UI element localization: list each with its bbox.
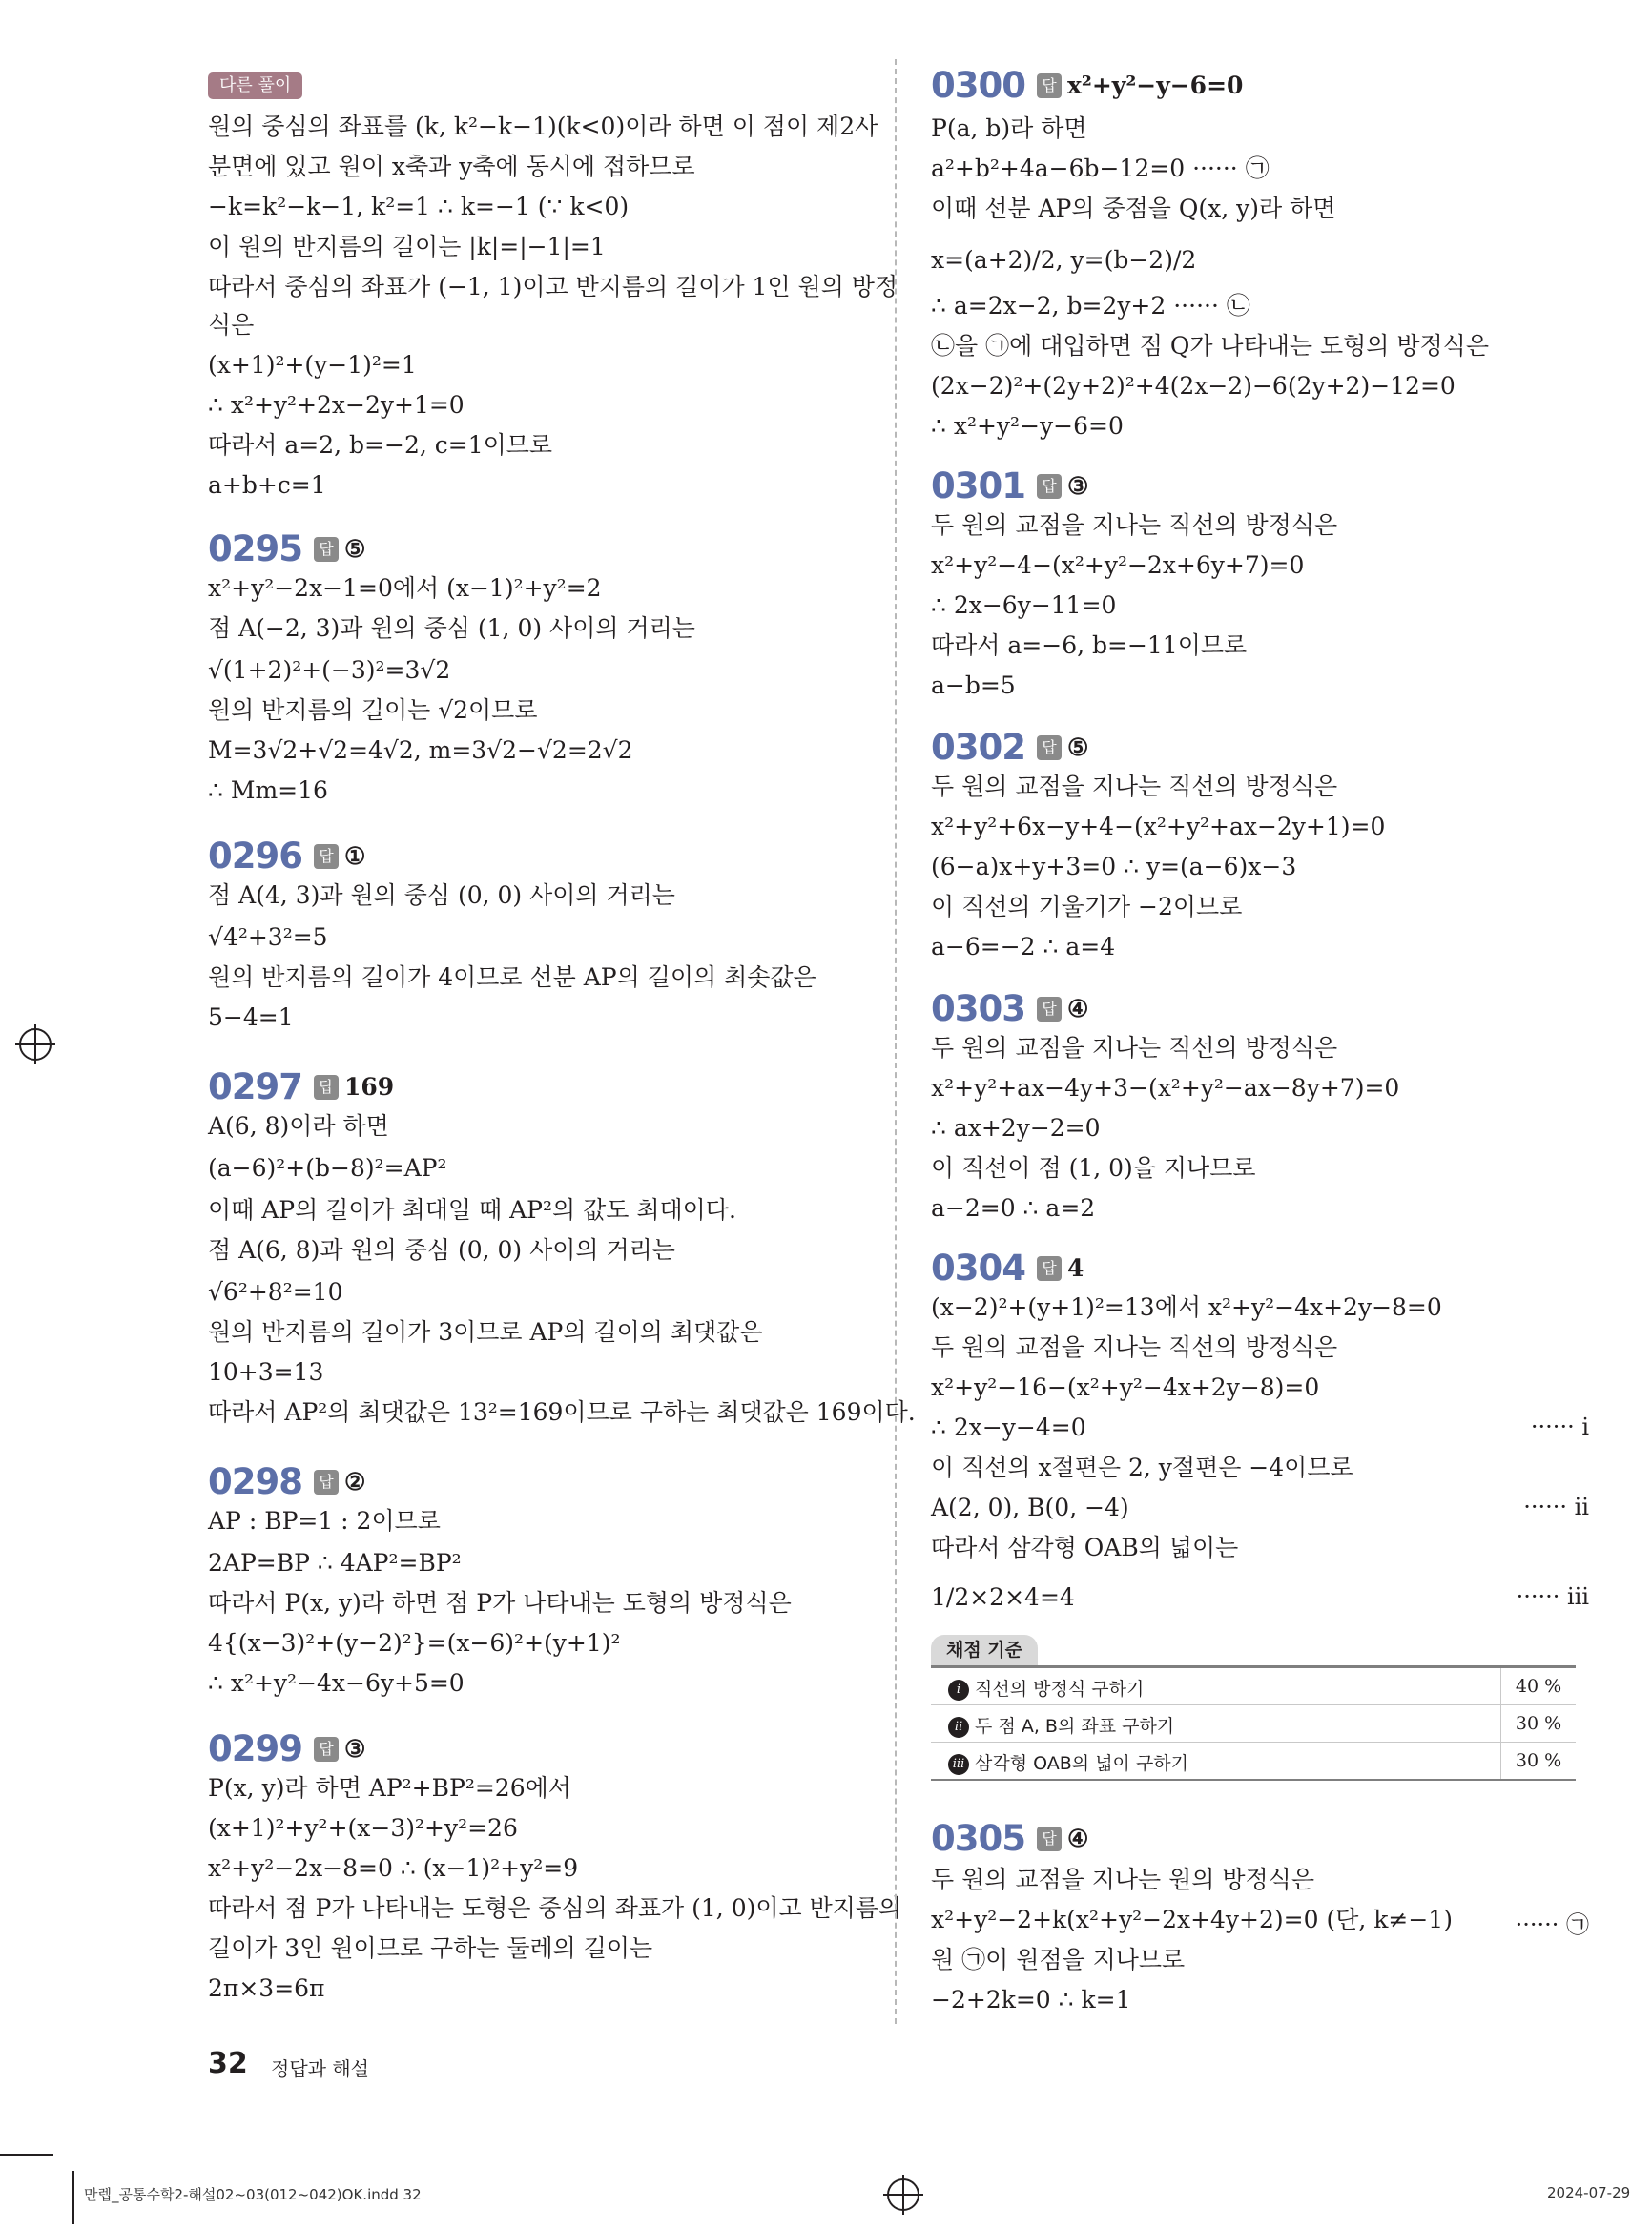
- text-line: (a−6)²+(b−8)²=AP²: [208, 1154, 447, 1182]
- text-line: 2AP=BP ∴ 4AP²=BP²: [208, 1549, 462, 1577]
- rubric-percent: 30 %: [1500, 1743, 1576, 1779]
- rubric-desc: 삼각형 OAB의 넓이 구하기: [975, 1753, 1189, 1774]
- text-line: 점 A(4, 3)과 원의 중심 (0, 0) 사이의 거리는: [208, 881, 675, 909]
- answer-label: 답: [314, 537, 339, 562]
- problem-header-0302: [931, 727, 1088, 769]
- step-marker-i: ······ ⅰ: [1530, 1414, 1589, 1440]
- text-line: ∴ Mm=16: [208, 776, 328, 804]
- problem-number: 0305: [931, 1818, 1025, 1859]
- text-line: 따라서 a=−6, b=−11이므로: [931, 631, 1248, 659]
- text-line: 따라서 삼각형 OAB의 넓이는: [931, 1534, 1239, 1561]
- text-line: 따라서 P(x, y)라 하면 점 P가 나타내는 도형의 방정식은: [208, 1589, 792, 1617]
- text-line: ∴ x²+y²+2x−2y+1=0: [208, 391, 465, 419]
- text-line: (6−a)x+y+3=0 ∴ y=(a−6)x−3: [931, 853, 1297, 880]
- problem-number: 0302: [931, 727, 1025, 768]
- rubric-table: [931, 1665, 1576, 1781]
- answer-label: 답: [314, 1737, 339, 1762]
- problem-number: 0295: [208, 528, 302, 569]
- problem-header-0295: [208, 528, 365, 570]
- answer-label: 답: [314, 1470, 339, 1495]
- text-line: (2x−2)²+(2y+2)²+4(2x−2)−6(2y+2)−12=0: [931, 372, 1456, 400]
- problem-number: 0300: [931, 65, 1025, 106]
- answer-label: 답: [1037, 1256, 1062, 1281]
- text-line: √(1+2)²+(−3)²=3√2: [208, 656, 451, 684]
- text-line: 두 원의 교점을 지나는 직선의 방정식은: [931, 1333, 1338, 1361]
- text-line: a+b+c=1: [208, 471, 326, 499]
- text-line: x²+y²−16−(x²+y²−4x+2y−8)=0: [931, 1373, 1320, 1401]
- text-line: 10+3=13: [208, 1358, 324, 1386]
- text-line: ∴ 2x−y−4=0: [931, 1414, 1086, 1441]
- problem-header-0303: [931, 988, 1088, 1030]
- text-line: 길이가 3인 원이므로 구하는 둘레의 길이는: [208, 1934, 653, 1962]
- text-line: 원의 반지름의 길이가 4이므로 선분 AP의 길이의 최솟값은: [208, 963, 816, 991]
- text-line: x²+y²+6x−y+4−(x²+y²+ax−2y+1)=0: [931, 813, 1386, 840]
- rubric-row: [931, 1704, 1576, 1742]
- text-line: A(2, 0), B(0, −4): [931, 1494, 1129, 1521]
- text-line: a−6=−2 ∴ a=4: [931, 933, 1116, 960]
- text-line: (x+1)²+y²+(x−3)²+y²=26: [208, 1814, 518, 1842]
- answer-value: x²+y²−y−6=0: [1066, 72, 1244, 99]
- text-line: x²+y²−2x−8=0 ∴ (x−1)²+y²=9: [208, 1854, 579, 1882]
- text-line: 따라서 AP²의 최댓값은 13²=169이므로 구하는 최댓값은 169이다.: [208, 1398, 916, 1426]
- text-line: a²+b²+4a−6b−12=0 ······ ㉠: [931, 155, 1270, 182]
- text-line: 두 원의 교점을 지나는 직선의 방정식은: [931, 511, 1338, 539]
- text-line: ∴ x²+y²−4x−6y+5=0: [208, 1669, 465, 1697]
- text-line: A(6, 8)이라 하면: [208, 1112, 389, 1140]
- page-number: 32: [208, 2047, 248, 2080]
- step-marker: ······ ㉠: [1515, 1911, 1589, 1938]
- text-line: 이 직선의 x절편은 2, y절편은 −4이므로: [931, 1454, 1353, 1481]
- text-line: x²+y²−2x−1=0에서 (x−1)²+y²=2: [208, 574, 602, 602]
- text-line: √6²+8²=10: [208, 1278, 343, 1306]
- slug-date: 2024-07-29: [1547, 2184, 1631, 2201]
- text-line: 이 직선이 점 (1, 0)을 지나므로: [931, 1154, 1256, 1182]
- problem-header-0296: [208, 836, 365, 878]
- text-line: ㉡을 ㉠에 대입하면 점 Q가 나타내는 도형의 방정식은: [931, 332, 1489, 360]
- problem-number: 0296: [208, 836, 302, 877]
- text-line: 식은: [208, 311, 255, 339]
- problem-number: 0301: [931, 465, 1025, 506]
- text-line: 이 직선의 기울기가 −2이므로: [931, 893, 1243, 920]
- problem-header-0301: [931, 465, 1088, 507]
- text-line: 따라서 점 P가 나타내는 도형은 중심의 좌표가 (1, 0)이고 반지름의: [208, 1894, 902, 1922]
- problem-header-0297: [208, 1066, 394, 1108]
- text-line: x²+y²+ax−4y+3−(x²+y²−ax−8y+7)=0: [931, 1074, 1400, 1102]
- column-divider: [895, 59, 897, 2024]
- problem-header-0299: [208, 1728, 365, 1770]
- step-marker-iii: ······ ⅲ: [1516, 1583, 1589, 1610]
- rubric-row: [931, 1668, 1576, 1704]
- rubric-desc: 두 점 A, B의 좌표 구하기: [975, 1716, 1175, 1737]
- answer-value: 4: [1066, 1254, 1084, 1282]
- text-line: x²+y²−4−(x²+y²−2x+6y+7)=0: [931, 551, 1305, 579]
- problem-number: 0299: [208, 1728, 302, 1769]
- rubric-percent: 40 %: [1500, 1668, 1576, 1704]
- text-line: 이때 AP의 길이가 최대일 때 AP²의 값도 최대이다.: [208, 1196, 736, 1224]
- step-badge-icon: ⅰ: [948, 1680, 969, 1701]
- text-line: 5−4=1: [208, 1003, 294, 1031]
- crop-mark: [72, 2171, 74, 2224]
- text-line: 두 원의 교점을 지나는 직선의 방정식은: [931, 1034, 1338, 1062]
- text-line: a−b=5: [931, 671, 1016, 699]
- answer-value: ④: [1066, 995, 1089, 1022]
- text-line: 점 A(6, 8)과 원의 중심 (0, 0) 사이의 거리는: [208, 1236, 675, 1264]
- text-line: (x+1)²+(y−1)²=1: [208, 351, 417, 379]
- answer-value: ②: [343, 1468, 366, 1496]
- text-line: x=(a+2)/2, y=(b−2)/2: [931, 246, 1197, 274]
- text-line: AP : BP=1 : 2이므로: [208, 1507, 441, 1535]
- text-line: 두 원의 교점을 지나는 원의 방정식은: [931, 1866, 1314, 1893]
- text-line: 두 원의 교점을 지나는 직선의 방정식은: [931, 773, 1338, 800]
- text-line: −2+2k=0 ∴ k=1: [931, 1986, 1131, 2013]
- text-line: a−2=0 ∴ a=2: [931, 1194, 1096, 1222]
- rubric-title: 채점 기준: [931, 1635, 1038, 1665]
- text-line: 1/2×2×4=4: [931, 1583, 1075, 1611]
- answer-value: ⑤: [343, 535, 366, 563]
- text-line: 원의 반지름의 길이가 3이므로 AP의 길이의 최댓값은: [208, 1318, 763, 1346]
- alt-solution-badge: 다른 풀이: [208, 72, 302, 99]
- text-line: 이때 선분 AP의 중점을 Q(x, y)라 하면: [931, 195, 1336, 222]
- text-line: 이 원의 반지름의 길이는 |k|=|−1|=1: [208, 233, 606, 260]
- problem-header-0304: [931, 1248, 1084, 1290]
- problem-number: 0298: [208, 1461, 302, 1502]
- problem-number: 0303: [931, 988, 1025, 1029]
- answer-value: 169: [343, 1073, 395, 1101]
- answer-label: 답: [1037, 735, 1062, 760]
- text-line: 따라서 중심의 좌표가 (−1, 1)이고 반지름의 길이가 1인 원의 방정: [208, 273, 898, 300]
- rubric-percent: 30 %: [1500, 1705, 1576, 1742]
- registration-mark-icon: [887, 2178, 919, 2211]
- text-line: ∴ 2x−6y−11=0: [931, 591, 1117, 619]
- crop-mark: [0, 2154, 53, 2156]
- rubric-row: [931, 1742, 1576, 1779]
- text-line: (x−2)²+(y+1)²=13에서 x²+y²−4x+2y−8=0: [931, 1293, 1442, 1321]
- answer-value: ⑤: [1066, 733, 1089, 761]
- text-line: P(x, y)라 하면 AP²+BP²=26에서: [208, 1774, 571, 1802]
- slug-file: 만렙_공통수학2-해설02~03(012~042)OK.indd 32: [84, 2186, 422, 2203]
- text-line: √4²+3²=5: [208, 923, 328, 951]
- problem-number: 0297: [208, 1066, 302, 1107]
- text-line: 원 ㉠이 원점을 지나므로: [931, 1946, 1186, 1973]
- footer-title: 정답과 해설: [271, 2057, 369, 2080]
- text-line: x²+y²−2+k(x²+y²−2x+4y+2)=0 (단, k≠−1): [931, 1906, 1453, 1933]
- text-line: ∴ a=2x−2, b=2y+2 ······ ㉡: [931, 292, 1250, 320]
- answer-label: 답: [1037, 474, 1062, 499]
- answer-label: 답: [1037, 997, 1062, 1022]
- answer-label: 답: [314, 1075, 339, 1100]
- text-line: ∴ ax+2y−2=0: [931, 1114, 1101, 1142]
- answer-value: ④: [1066, 1825, 1089, 1852]
- text-line: P(a, b)라 하면: [931, 114, 1087, 142]
- answer-value: ①: [343, 842, 366, 870]
- text-line: 따라서 a=2, b=−2, c=1이므로: [208, 431, 553, 459]
- step-badge-icon: ⅱ: [948, 1717, 969, 1738]
- step-badge-icon: ⅲ: [948, 1754, 969, 1775]
- step-marker-ii: ······ ⅱ: [1523, 1494, 1589, 1520]
- answer-label: 답: [314, 844, 339, 869]
- text-line: 분면에 있고 원이 x축과 y축에 동시에 접하므로: [208, 153, 695, 180]
- answer-value: ③: [343, 1735, 366, 1763]
- text-line: M=3√2+√2=4√2, m=3√2−√2=2√2: [208, 736, 633, 764]
- text-line: −k=k²−k−1, k²=1 ∴ k=−1 (∵ k<0): [208, 193, 630, 220]
- text-line: 2π×3=6π: [208, 1974, 325, 2002]
- problem-number: 0304: [931, 1248, 1025, 1289]
- text-line: 점 A(−2, 3)과 원의 중심 (1, 0) 사이의 거리는: [208, 614, 695, 642]
- registration-mark-icon: [19, 1028, 52, 1061]
- text-line: 원의 반지름의 길이는 √2이므로: [208, 696, 538, 724]
- answer-value: ③: [1066, 472, 1089, 500]
- rubric-desc: 직선의 방정식 구하기: [975, 1679, 1145, 1700]
- problem-header-0298: [208, 1461, 365, 1503]
- answer-label: 답: [1037, 73, 1062, 98]
- problem-header-0305: [931, 1818, 1088, 1860]
- text-line: ∴ x²+y²−y−6=0: [931, 412, 1124, 440]
- text-line: 원의 중심의 좌표를 (k, k²−k−1)(k<0)이라 하면 이 점이 제2사: [208, 113, 878, 140]
- answer-label: 답: [1037, 1827, 1062, 1851]
- problem-header-0300: [931, 65, 1243, 107]
- text-line: 4{(x−3)²+(y−2)²}=(x−6)²+(y+1)²: [208, 1629, 621, 1657]
